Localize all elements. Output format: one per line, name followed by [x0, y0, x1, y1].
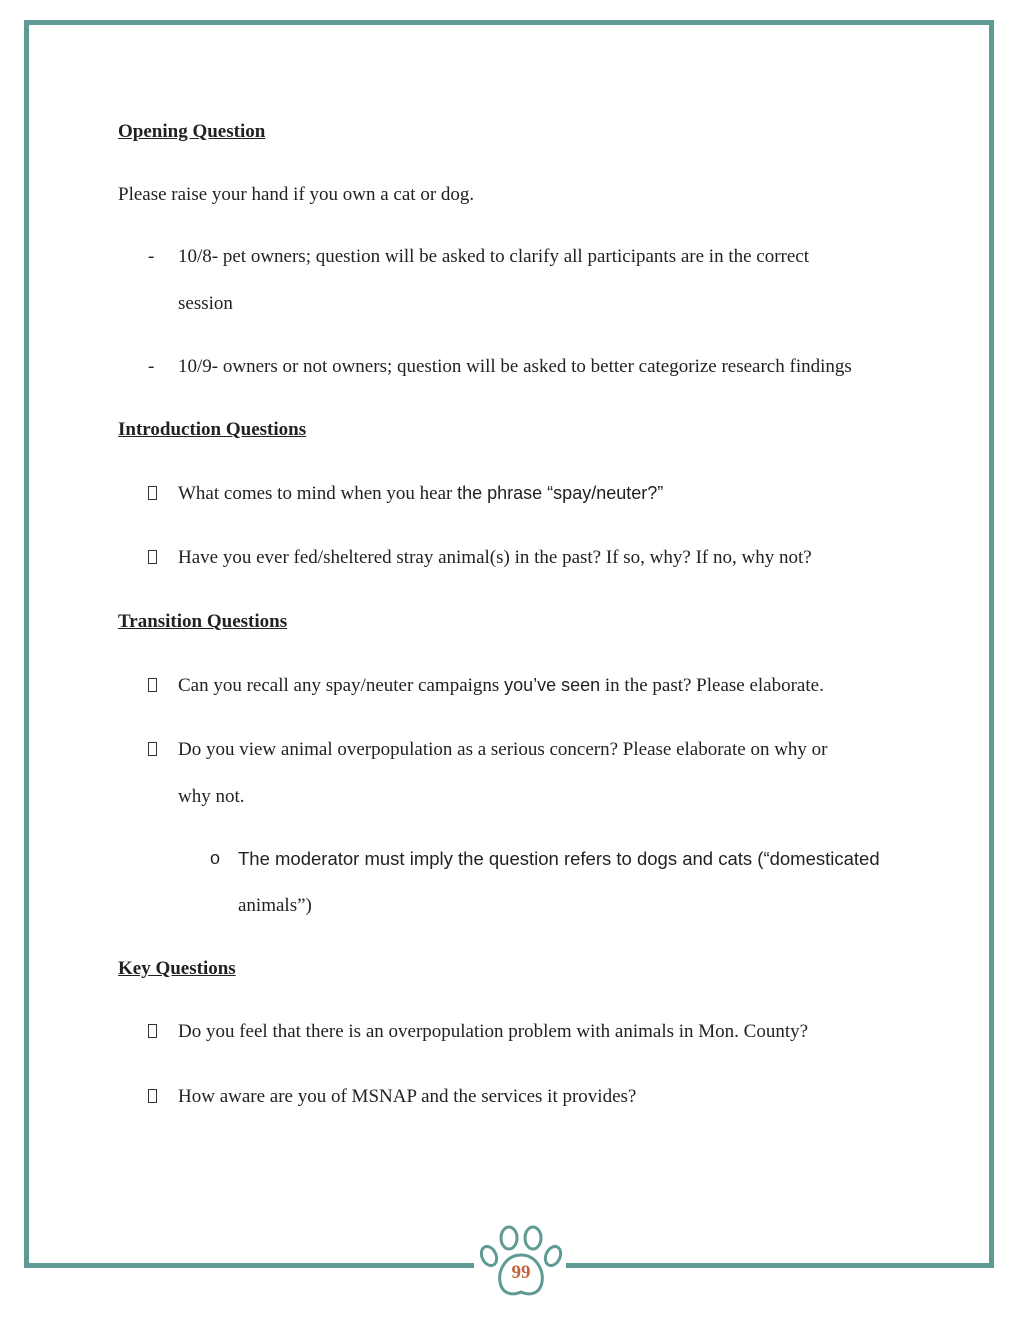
item-text: Can you recall any spay/neuter campaigns you’ve seen in the past? Please elaborate. — [178, 675, 824, 696]
item-text: Do you feel that there is an overpopulation problem with animals in Mon. County? — [178, 1021, 809, 1042]
opening-question-prompt: Please raise your hand if you own a cat or dog. — [118, 184, 475, 205]
item-text-line1: 10/9- owners or not owners; question will be asked to better categorize research findings — [178, 356, 852, 377]
page-number: 99 — [511, 1262, 531, 1283]
item-text-line1: 10/8- pet owners; question will be asked to clarify all participants are in the correct — [178, 246, 810, 267]
checkbox-bullet-icon — [148, 547, 157, 570]
opening-question-heading: Opening Question — [118, 121, 266, 142]
checkbox-bullet-icon — [148, 675, 157, 698]
checkbox-bullet-icon — [148, 1021, 157, 1044]
item-text-line2: session — [178, 293, 233, 314]
sub-item-text-line1: The moderator must imply the question refers to dogs and cats (“domesticated — [238, 848, 880, 869]
sub-bullet-marker: o — [210, 848, 221, 868]
introduction-questions-heading: Introduction Questions — [118, 419, 307, 440]
item-text-line2: why not. — [178, 786, 245, 807]
sub-item-text-line2: animals”) — [238, 895, 312, 916]
checkbox-bullet-icon — [148, 483, 157, 506]
key-questions-heading: Key Questions — [118, 958, 236, 979]
transition-questions-heading: Transition Questions — [118, 611, 288, 632]
item-text-line1: Do you view animal overpopulation as a serious concern? Please elaborate on why or — [178, 739, 828, 760]
item-text: What comes to mind when you hear the phrase “spay/neuter?” — [178, 483, 664, 504]
item-text: Have you ever fed/sheltered stray animal(s) in the past? If so, why? If no, why not? — [178, 547, 812, 568]
item-text: How aware are you of MSNAP and the services it provides? — [178, 1086, 637, 1107]
checkbox-bullet-icon — [148, 739, 157, 762]
page-border — [24, 20, 994, 1268]
checkbox-bullet-icon — [148, 1086, 157, 1109]
dash-marker: - — [148, 356, 155, 377]
dash-marker: - — [148, 246, 155, 267]
